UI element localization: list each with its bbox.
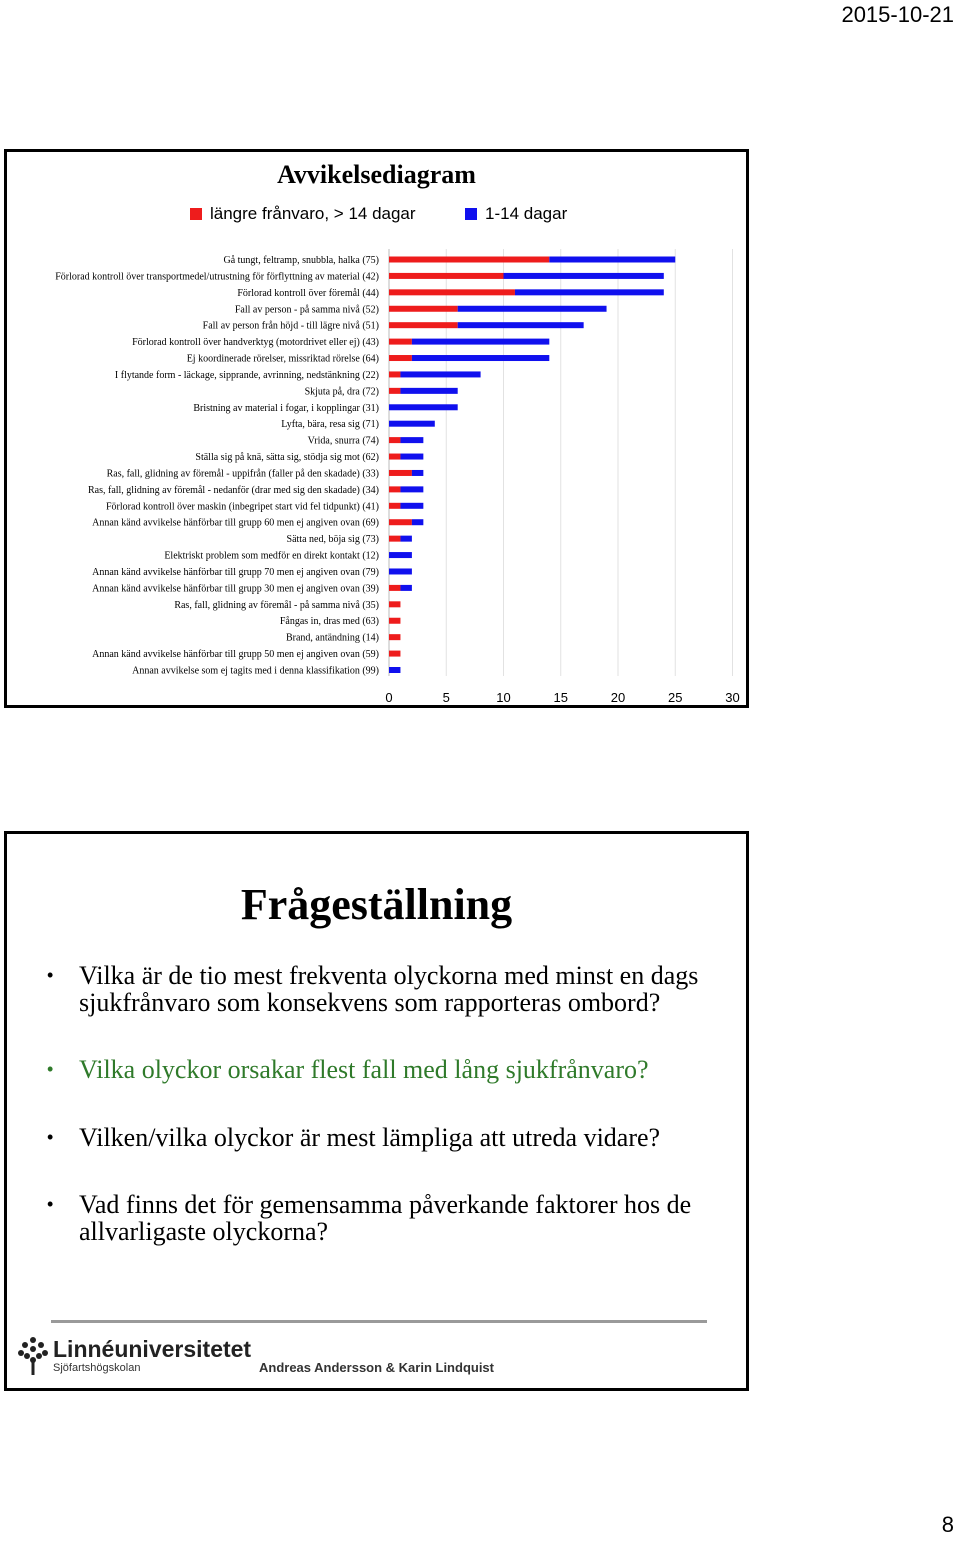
category-label: Ras, fall, glidning av föremål - på samma nivå (35) [174, 599, 379, 611]
bar-segment-short [400, 371, 480, 377]
bar-segment-long [389, 486, 400, 492]
bar-segment-short [389, 404, 458, 410]
bar-segment-long [389, 503, 400, 509]
chart-slide [4, 149, 749, 708]
question-item [47, 1056, 727, 1083]
bar-segment-long [389, 306, 458, 312]
category-label: I flytande form - läckage, sipprande, avrinning, nedstänkning (22) [114, 369, 379, 381]
category-label: Förlorad kontroll över föremål (44) [237, 287, 379, 299]
bar-segment-long [389, 257, 549, 263]
category-label: Lyfta, bära, resa sig (71) [281, 419, 379, 431]
bullet-marker: • [47, 1059, 54, 1079]
category-label: Annan känd avvikelse hänförbar till grupp 70 men ej angiven ovan (79) [92, 566, 379, 578]
bar-segment-long [389, 339, 412, 345]
bar-segment-long [389, 289, 515, 295]
slide-title: Frågeställning [240, 880, 513, 929]
bullet-marker: • [47, 965, 54, 985]
bar-chart [7, 152, 746, 705]
category-label: Ställa sig på knä, sätta sig, stödja sig mot (62) [195, 452, 379, 464]
category-label: Vrida, snurra (74) [307, 435, 379, 447]
logo-name: Linnéuniversitetet [53, 1336, 252, 1362]
bar-segment-long [389, 536, 400, 542]
category-label: Annan känd avvikelse hänförbar till grupp 30 men ej angiven ovan (39) [92, 583, 379, 595]
category-label: Annan känd avvikelse hänförbar till grupp 50 men ej angiven ovan (59) [92, 649, 379, 661]
category-label: Bristning av material i fogar, i kopplingar (31) [193, 402, 379, 414]
authors: Andreas Andersson & Karin Lindquist [259, 1360, 494, 1375]
category-label: Fångas in, dras med (63) [279, 616, 379, 628]
bar-segment-short [504, 273, 664, 279]
question-text: Vilka olyckor orsakar flest fall med lång sjukfrånvaro? [79, 1055, 649, 1084]
category-label: Förlorad kontroll över maskin (inbegripet start vid fel tidpunkt) (41) [106, 501, 379, 513]
bar-segment-long [389, 322, 458, 328]
bar-segment-long [389, 388, 400, 394]
category-label: Gå tungt, feltramp, snubbla, halka (75) [223, 255, 379, 266]
header-date: 2015-10-21 [841, 2, 954, 27]
category-label: Ras, fall, glidning av föremål - nedanför (drar med sig den skadade) (34) [87, 484, 379, 496]
bar-segment-long [389, 618, 400, 624]
question-item [47, 962, 727, 1016]
university-logo [17, 1334, 257, 1380]
question-item [47, 1191, 727, 1245]
logo-subtitle: Sjöfartshögskolan [53, 1362, 141, 1374]
bar-segment-long [389, 273, 504, 279]
bar-segment-short [400, 503, 423, 509]
bar-segment-short [400, 486, 423, 492]
category-label: Ras, fall, glidning av föremål - uppifrån (faller på den skadade) (33) [106, 468, 379, 480]
category-label: Ej koordinerade rörelser, missriktad rörelse (64) [186, 353, 379, 365]
category-label: Fall av person från höjd - till lägre nivå (51) [202, 320, 379, 332]
bar-segment-short [412, 355, 549, 361]
category-label: Fall av person - på samma nivå (52) [234, 304, 379, 316]
x-tick-label: 0 [385, 690, 393, 705]
x-tick-label: 30 [725, 690, 740, 705]
questions-slide [4, 831, 749, 1391]
bar-segment-short [412, 519, 423, 525]
question-item [47, 1124, 727, 1151]
bar-segment-short [400, 437, 423, 443]
bar-segment-short [412, 470, 423, 476]
question-text: Vilken/vilka olyckor är mest lämpliga att utreda vidare? [79, 1123, 661, 1152]
bar-segment-short [389, 667, 400, 673]
bar-segment-long [389, 585, 400, 591]
bullet-marker: • [47, 1127, 54, 1147]
bar-segment-long [389, 651, 400, 657]
bar-segment-short [400, 536, 411, 542]
bar-segment-short [515, 289, 664, 295]
bar-segment-short [389, 421, 435, 427]
x-tick-label: 15 [553, 690, 568, 705]
question-list [47, 962, 727, 1245]
category-label: Annan avvikelse som ej tagits med i denna klassifikation (99) [132, 665, 379, 677]
category-label: Elektriskt problem som medför en direkt kontakt (12) [164, 550, 379, 562]
bar-segment-short [412, 339, 549, 345]
bar-segment-long [389, 437, 400, 443]
category-label: Förlorad kontroll över handverktyg (motordrivet eller ej) (43) [132, 337, 379, 349]
x-tick-label: 10 [496, 690, 511, 705]
bar-segment-long [389, 519, 412, 525]
category-label: Förlorad kontroll över transportmedel/utrustning för förflyttning av material (42) [55, 271, 379, 283]
x-tick-label: 25 [668, 690, 683, 705]
bar-segment-short [458, 306, 607, 312]
legend-label-long: längre frånvaro, > 14 dagar [210, 204, 416, 223]
category-label: Skjuta på, dra (72) [304, 386, 379, 398]
bar-segment-long [389, 454, 400, 460]
bar-segment-short [400, 454, 423, 460]
footer-divider [51, 1320, 707, 1323]
bar-segment-long [389, 634, 400, 640]
bullet-marker: • [47, 1194, 54, 1214]
legend-label-short: 1-14 dagar [485, 204, 568, 223]
bar-segment-short [400, 388, 457, 394]
bar-segment-short [389, 568, 412, 574]
chart-title: Avvikelsediagram [277, 160, 476, 189]
question-text: Vad finns det för gemensamma påverkande faktorer hos de allvarligaste olyckorna? [79, 1190, 692, 1246]
category-label: Annan känd avvikelse hänförbar till grupp 60 men ej angiven ovan (69) [92, 517, 379, 529]
bar-segment-short [400, 585, 411, 591]
bar-segment-long [389, 355, 412, 361]
bar-segment-short [389, 552, 412, 558]
university-logo-icon [17, 1336, 49, 1376]
bar-segment-long [389, 371, 400, 377]
bar-segment-long [389, 601, 400, 607]
page-number: 8 [941, 1512, 954, 1537]
bar-segment-short [549, 257, 675, 263]
bar-segment-short [458, 322, 584, 328]
x-tick-label: 20 [610, 690, 626, 705]
category-label: Brand, antändning (14) [285, 632, 379, 644]
category-label: Sätta ned, böja sig (73) [286, 534, 379, 546]
bar-segment-long [389, 470, 412, 476]
question-text: Vilka är de tio mest frekventa olyckorna med minst en dags sjukfrånvaro som konsekvens som rapporteras ombord? [79, 961, 699, 1017]
x-tick-label: 5 [442, 690, 450, 705]
